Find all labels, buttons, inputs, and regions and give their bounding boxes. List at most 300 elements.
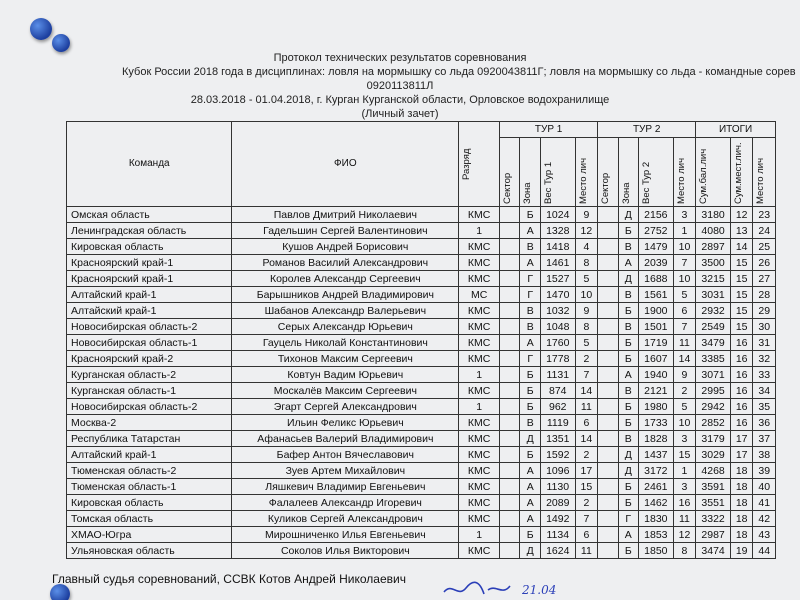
final-place-cell: 38 [753,447,776,463]
place1-cell: 14 [575,431,598,447]
sector1-cell [500,431,520,447]
rank-cell: КМС [459,463,500,479]
zone2-cell: Д [618,207,638,223]
sector2-cell [598,527,618,543]
final-place-cell: 37 [753,431,776,447]
team-cell: Красноярский край-2 [67,351,232,367]
sector1-cell [500,287,520,303]
place2-cell: 3 [673,207,696,223]
zone1-cell: В [520,239,540,255]
team-cell: Тюменская область-2 [67,463,232,479]
sum-places-cell: 12 [730,207,752,223]
header-place2: Место лич [673,138,696,207]
zone2-cell: Г [618,511,638,527]
weight2-cell: 2121 [638,383,673,399]
sum-places-cell: 17 [730,431,752,447]
weight1-cell: 1096 [540,463,575,479]
table-row [67,207,776,223]
weight2-cell: 1733 [638,415,673,431]
sector1-cell [500,207,520,223]
fio-cell: Мирошниченко Илья Евгеньевич [232,527,459,543]
weight2-cell: 1900 [638,303,673,319]
weight1-cell: 1131 [540,367,575,383]
protocol-title: Протокол технических результатов соревнования [273,52,527,64]
weight2-cell: 2039 [638,255,673,271]
rank-cell: КМС [459,479,500,495]
place1-cell: 11 [575,543,598,559]
sum-places-cell: 16 [730,383,752,399]
sector2-cell [598,479,618,495]
final-place-cell: 33 [753,367,776,383]
place1-cell: 12 [575,223,598,239]
sum-points-cell: 2897 [696,239,731,255]
rank-cell: КМС [459,207,500,223]
sum-points-cell: 4080 [696,223,731,239]
sum-points-cell: 4268 [696,463,731,479]
sector1-cell [500,479,520,495]
zone2-cell: Д [618,447,638,463]
weight1-cell: 874 [540,383,575,399]
sum-points-cell: 2852 [696,415,731,431]
sector2-cell [598,335,618,351]
sum-places-cell: 17 [730,447,752,463]
zone1-cell: А [520,255,540,271]
competition-name: Кубок России 2018 года в дисциплинах: ловля на мормышку со льда 0920043811Г; ловля на мормышку со льда - командные сорев [122,66,796,78]
zone2-cell: Б [618,303,638,319]
weight2-cell: 2461 [638,479,673,495]
zone2-cell: Б [618,415,638,431]
header-team: Команда [67,122,232,207]
sum-places-cell: 18 [730,463,752,479]
sum-points-cell: 3031 [696,287,731,303]
final-place-cell: 30 [753,319,776,335]
rank-cell: КМС [459,271,500,287]
chief-judge-line: Главный судья соревнований, ССВК Котов Андрей Николаевич [52,572,406,586]
place1-cell: 5 [575,335,598,351]
sector1-cell [500,383,520,399]
zone2-cell: Б [618,543,638,559]
fio-cell: Павлов Дмитрий Николаевич [232,207,459,223]
sum-points-cell: 3551 [696,495,731,511]
fio-cell: Серых Александр Юрьевич [232,319,459,335]
sum-points-cell: 2995 [696,383,731,399]
header-sector2: Сектор [598,138,618,207]
fio-cell: Королев Александр Сергеевич [232,271,459,287]
place1-cell: 11 [575,399,598,415]
sector2-cell [598,287,618,303]
final-place-cell: 43 [753,527,776,543]
table-row [67,351,776,367]
rank-cell: КМС [459,495,500,511]
sum-points-cell: 3029 [696,447,731,463]
table-row [67,271,776,287]
place2-cell: 12 [673,527,696,543]
sector2-cell [598,511,618,527]
final-place-cell: 36 [753,415,776,431]
sector2-cell [598,447,618,463]
header-zone2: Зона [618,138,638,207]
weight1-cell: 1527 [540,271,575,287]
zone2-cell: Б [618,351,638,367]
weight2-cell: 1940 [638,367,673,383]
rank-cell: КМС [459,431,500,447]
sector2-cell [598,351,618,367]
team-cell: Красноярский край-1 [67,255,232,271]
sum-points-cell: 2987 [696,527,731,543]
place2-cell: 6 [673,303,696,319]
sector2-cell [598,207,618,223]
table-row [67,319,776,335]
header-place1: Место лич [575,138,598,207]
sector2-cell [598,271,618,287]
team-cell: Томская область [67,511,232,527]
weight1-cell: 1470 [540,287,575,303]
final-place-cell: 27 [753,271,776,287]
fio-cell: Гауцель Николай Константинович [232,335,459,351]
zone1-cell: Д [520,543,540,559]
weight2-cell: 1437 [638,447,673,463]
zone2-cell: В [618,319,638,335]
sector2-cell [598,239,618,255]
sector1-cell [500,543,520,559]
team-cell: Красноярский край-1 [67,271,232,287]
fio-cell: Москалёв Максим Сергеевич [232,383,459,399]
weight1-cell: 1328 [540,223,575,239]
final-place-cell: 39 [753,463,776,479]
zone1-cell: Д [520,431,540,447]
zone1-cell: Б [520,399,540,415]
place2-cell: 3 [673,479,696,495]
sector2-cell [598,431,618,447]
rank-cell: МС [459,287,500,303]
weight2-cell: 1561 [638,287,673,303]
sector1-cell [500,335,520,351]
team-cell: Кировская область [67,239,232,255]
rank-cell: КМС [459,447,500,463]
fio-cell: Гадельшин Сергей Валентинович [232,223,459,239]
place1-cell: 10 [575,287,598,303]
zone1-cell: Б [520,447,540,463]
weight2-cell: 1607 [638,351,673,367]
header-tour2: ТУР 2 [598,122,696,138]
rank-cell: КМС [459,319,500,335]
team-cell: Ленинградская область [67,223,232,239]
sum-points-cell: 3071 [696,367,731,383]
sum-points-cell: 3179 [696,431,731,447]
zone2-cell: В [618,239,638,255]
table-row [67,511,776,527]
table-row [67,463,776,479]
final-place-cell: 44 [753,543,776,559]
sum-places-cell: 15 [730,287,752,303]
fio-cell: Ильин Феликс Юрьевич [232,415,459,431]
weight1-cell: 2089 [540,495,575,511]
final-place-cell: 35 [753,399,776,415]
weight1-cell: 1032 [540,303,575,319]
weight2-cell: 1980 [638,399,673,415]
zone1-cell: В [520,415,540,431]
place2-cell: 10 [673,415,696,431]
zone2-cell: Д [618,271,638,287]
table-row [67,287,776,303]
zone1-cell: Г [520,271,540,287]
team-cell: Республика Татарстан [67,431,232,447]
zone1-cell: Б [520,527,540,543]
sum-places-cell: 16 [730,399,752,415]
rank-cell: КМС [459,415,500,431]
final-place-cell: 40 [753,479,776,495]
rank-cell: КМС [459,239,500,255]
sector1-cell [500,511,520,527]
fio-cell: Фалалеев Александр Игоревич [232,495,459,511]
team-cell: Новосибирская область-2 [67,399,232,415]
team-cell: ХМАО-Югра [67,527,232,543]
sector1-cell [500,399,520,415]
fio-cell: Шабанов Александр Валерьевич [232,303,459,319]
place1-cell: 2 [575,447,598,463]
weight2-cell: 1828 [638,431,673,447]
sector1-cell [500,351,520,367]
team-cell: Омская область [67,207,232,223]
svg-text:21.04: 21.04 [522,583,557,597]
final-place-cell: 28 [753,287,776,303]
place1-cell: 5 [575,271,598,287]
weight1-cell: 1592 [540,447,575,463]
zone1-cell: Б [520,367,540,383]
rank-cell: 1 [459,223,500,239]
place1-cell: 17 [575,463,598,479]
zone2-cell: А [618,255,638,271]
fio-cell: Ковтун Вадим Юрьевич [232,367,459,383]
header-zone1: Зона [520,138,540,207]
final-place-cell: 23 [753,207,776,223]
header-fio: ФИО [232,122,459,207]
sum-places-cell: 18 [730,511,752,527]
table-row [67,527,776,543]
header-sector1: Сектор [500,138,520,207]
place1-cell: 6 [575,415,598,431]
sum-points-cell: 3479 [696,335,731,351]
standings-type: (Личный зачет) [361,108,439,120]
sector1-cell [500,271,520,287]
sum-places-cell: 15 [730,255,752,271]
sector1-cell [500,319,520,335]
sum-places-cell: 18 [730,495,752,511]
weight2-cell: 1688 [638,271,673,287]
sum-places-cell: 16 [730,367,752,383]
signature-image [440,578,580,600]
sum-points-cell: 3385 [696,351,731,367]
sum-places-cell: 16 [730,351,752,367]
pushpin-icon [50,584,70,600]
fio-cell: Барышников Андрей Владимирович [232,287,459,303]
fio-cell: Афанасьев Валерий Владимирович [232,431,459,447]
discipline-code: 0920113811Л [366,80,434,92]
final-place-cell: 25 [753,239,776,255]
zone1-cell: В [520,319,540,335]
zone2-cell: Д [618,463,638,479]
place2-cell: 1 [673,463,696,479]
weight1-cell: 1492 [540,511,575,527]
team-cell: Новосибирская область-2 [67,319,232,335]
place2-cell: 9 [673,367,696,383]
place2-cell: 10 [673,271,696,287]
fio-cell: Бафер Антон Вячеславович [232,447,459,463]
rank-cell: КМС [459,303,500,319]
weight1-cell: 1024 [540,207,575,223]
table-row [67,239,776,255]
place1-cell: 15 [575,479,598,495]
place1-cell: 8 [575,319,598,335]
table-row [67,223,776,239]
final-place-cell: 29 [753,303,776,319]
weight1-cell: 1048 [540,319,575,335]
rank-cell: КМС [459,255,500,271]
place2-cell: 15 [673,447,696,463]
fio-cell: Зуев Артем Михайлович [232,463,459,479]
place2-cell: 5 [673,287,696,303]
sector2-cell [598,319,618,335]
sum-points-cell: 3180 [696,207,731,223]
team-cell: Кировская область [67,495,232,511]
place1-cell: 7 [575,511,598,527]
place1-cell: 7 [575,367,598,383]
weight2-cell: 1853 [638,527,673,543]
place2-cell: 7 [673,255,696,271]
zone1-cell: А [520,511,540,527]
header-sum-places: Сум.мест.лич. [730,138,752,207]
header-final-place: Место лич [753,138,776,207]
weight2-cell: 2752 [638,223,673,239]
table-row [67,479,776,495]
team-cell: Москва-2 [67,415,232,431]
weight2-cell: 3172 [638,463,673,479]
final-place-cell: 26 [753,255,776,271]
sum-points-cell: 3322 [696,511,731,527]
zone1-cell: А [520,495,540,511]
sum-points-cell: 3474 [696,543,731,559]
sector1-cell [500,527,520,543]
sector1-cell [500,447,520,463]
zone1-cell: Б [520,383,540,399]
place2-cell: 8 [673,543,696,559]
weight1-cell: 1461 [540,255,575,271]
zone2-cell: А [618,527,638,543]
team-cell: Курганская область-2 [67,367,232,383]
table-row [67,543,776,559]
fio-cell: Романов Василий Александрович [232,255,459,271]
sum-points-cell: 3591 [696,479,731,495]
header-weight1: Вес Тур 1 [540,138,575,207]
final-place-cell: 32 [753,351,776,367]
final-place-cell: 31 [753,335,776,351]
weight2-cell: 1462 [638,495,673,511]
team-cell: Тюменская область-1 [67,479,232,495]
place2-cell: 1 [673,223,696,239]
header-sum-points: Сум.бал.лич [696,138,731,207]
final-place-cell: 42 [753,511,776,527]
zone2-cell: А [618,367,638,383]
place1-cell: 2 [575,351,598,367]
sector2-cell [598,255,618,271]
zone2-cell: В [618,383,638,399]
zone2-cell: Б [618,479,638,495]
weight1-cell: 1418 [540,239,575,255]
weight1-cell: 1778 [540,351,575,367]
place1-cell: 14 [575,383,598,399]
table-row [67,495,776,511]
fio-cell: Соколов Илья Викторович [232,543,459,559]
table-row [67,367,776,383]
team-cell: Алтайский край-1 [67,447,232,463]
team-cell: Алтайский край-1 [67,287,232,303]
zone2-cell: Б [618,495,638,511]
results-table [66,121,776,559]
header-totals: ИТОГИ [696,122,776,138]
weight2-cell: 1850 [638,543,673,559]
weight1-cell: 1130 [540,479,575,495]
fio-cell: Ляшкевич Владимир Евгеньевич [232,479,459,495]
weight2-cell: 1719 [638,335,673,351]
fio-cell: Эгарт Сергей Александрович [232,399,459,415]
rank-cell: 1 [459,527,500,543]
zone1-cell: А [520,479,540,495]
fio-cell: Кушов Андрей Борисович [232,239,459,255]
team-cell: Курганская область-1 [67,383,232,399]
table-row [67,255,776,271]
sum-places-cell: 18 [730,479,752,495]
zone2-cell: В [618,431,638,447]
weight2-cell: 1479 [638,239,673,255]
team-cell: Алтайский край-1 [67,303,232,319]
zone1-cell: А [520,335,540,351]
team-cell: Новосибирская область-1 [67,335,232,351]
sector2-cell [598,303,618,319]
zone2-cell: Б [618,223,638,239]
rank-cell: 1 [459,399,500,415]
dates-location: 28.03.2018 - 01.04.2018, г. Курган Курганской области, Орловское водохранилище [190,94,610,106]
rank-cell: КМС [459,383,500,399]
weight2-cell: 1501 [638,319,673,335]
table-row [67,335,776,351]
place2-cell: 7 [673,319,696,335]
zone2-cell: В [618,287,638,303]
place2-cell: 10 [673,239,696,255]
sector2-cell [598,415,618,431]
zone2-cell: Б [618,399,638,415]
place1-cell: 9 [575,207,598,223]
sector2-cell [598,495,618,511]
final-place-cell: 34 [753,383,776,399]
zone1-cell: Б [520,207,540,223]
zone1-cell: Г [520,287,540,303]
sector2-cell [598,399,618,415]
fio-cell: Тихонов Максим Сергеевич [232,351,459,367]
zone2-cell: Б [618,335,638,351]
place1-cell: 4 [575,239,598,255]
sector1-cell [500,415,520,431]
sum-places-cell: 16 [730,335,752,351]
table-row [67,431,776,447]
weight1-cell: 1760 [540,335,575,351]
weight1-cell: 962 [540,399,575,415]
sum-places-cell: 18 [730,527,752,543]
sector2-cell [598,223,618,239]
fio-cell: Куликов Сергей Александрович [232,511,459,527]
weight2-cell: 1830 [638,511,673,527]
team-cell: Ульяновская область [67,543,232,559]
zone1-cell: А [520,463,540,479]
